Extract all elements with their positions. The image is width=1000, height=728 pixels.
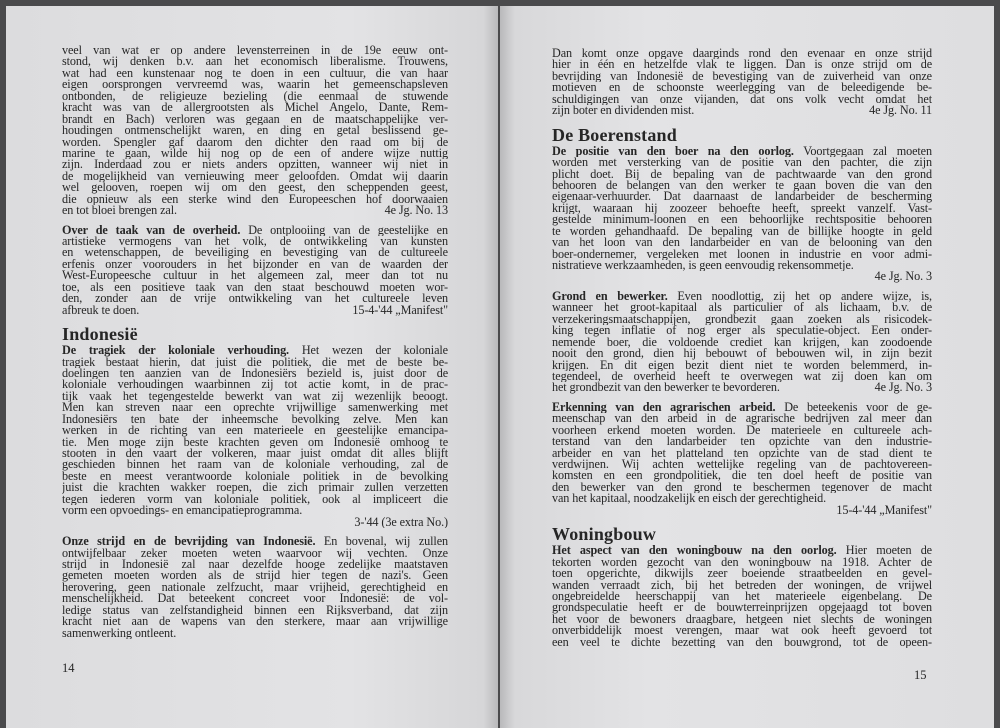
line-text: ontwijfelbaar zeker moeten weten waarvoor wij vechten. Onze [62, 547, 448, 559]
line-text: De ontplooiing van de geestelijke en [240, 224, 448, 236]
text-line [552, 591, 932, 602]
line-text: van het kapitaal, noodzakelijk en eisch der gerechtigheid. [552, 493, 827, 505]
line-text: De beteekenis voor de ge- [775, 401, 932, 414]
text-line [552, 637, 932, 648]
line-text: meenschap van den arbeid in de agrarische bedrijven zal meer dan [552, 413, 932, 425]
text-line [552, 448, 932, 459]
text-line [62, 79, 448, 90]
text-line [62, 414, 448, 425]
line-text: werken in de richting van een materieele en geestelijke emancipa- [62, 425, 448, 437]
left-page [6, 6, 498, 728]
paragraph [552, 48, 932, 117]
text-line [62, 482, 448, 493]
text-line [62, 357, 448, 368]
paragraph-lead: Grond en bewerker. [552, 290, 668, 303]
source-citation: 4e Jg. No. 13 [384, 205, 448, 217]
paragraph [552, 402, 932, 516]
source-citation: 15-4-'44 „Manifest" [836, 504, 932, 517]
text-line [62, 247, 448, 258]
text-line [552, 237, 932, 248]
line-text: worden met versterking van de positie van den pachter, die zijn [552, 157, 932, 169]
line-text: eigen oorsprongen vervreemd was, waarin het gemeenschapsleven [62, 79, 448, 91]
text-line [62, 494, 448, 505]
line-text: bevrijding van Indonesië de bevestiging van de zuiverheid van onze [552, 70, 932, 83]
line-text: koloniale verhoudingen waarbinnen zij tot actie komt, in de prac- [62, 379, 448, 391]
page-number-left: 14 [62, 661, 75, 675]
line-text: brandt en Bach) verloren was gegaan en de maatschappelijke ver- [62, 113, 448, 126]
text-line [552, 48, 932, 59]
line-text: zijn. Inderdaad zou er niets anders opzitten, wanneer wij niet in [62, 159, 448, 171]
text-line [62, 448, 448, 459]
text-line [552, 203, 932, 214]
section-heading: Indonesië [62, 324, 138, 345]
text-line [552, 459, 932, 470]
line-text: stooten in den vaart der volkeren, maar juist omdat dit alles blijft [62, 448, 448, 460]
paragraph [552, 545, 932, 648]
line-text: En bovenal, wij zullen [315, 536, 448, 548]
text-line [62, 182, 448, 193]
line-text: tekorten worden gezocht van den woningbouw na 1918. Achter de [552, 556, 932, 569]
line-text: behooren de belangen van den werker te gaan boven die van den [552, 179, 932, 192]
text-line [62, 425, 448, 436]
line-text: nemende boer, die voldoende crediet kan krijgen, kan zoodoende [552, 336, 932, 349]
line-text: schuldigingen van onze vijanden, dat ons volk vecht omdat het [552, 93, 932, 106]
paragraph [62, 225, 448, 317]
text-line [62, 270, 448, 281]
text-line [62, 137, 448, 148]
line-text: zijn boter en dividenden mist. [552, 105, 695, 117]
text-line [552, 602, 932, 613]
paragraph [62, 536, 448, 639]
text-line [552, 105, 932, 116]
paragraph [552, 291, 932, 394]
text-line [62, 616, 448, 627]
line-text: kracht niet aan de wapens van den sterkere, maar aan vrijwillige [62, 616, 448, 628]
text-line [552, 214, 932, 225]
text-line [62, 368, 448, 379]
line-text: ongebreidelde heerschappij van het materieele eigenbelang. De [552, 590, 932, 603]
page-number-right: 15 [914, 668, 927, 682]
text-line [62, 391, 448, 402]
right-page [500, 6, 994, 728]
line-text: nistratieve werkzaamheden, is geen eenvoudig rekensommetje. [552, 260, 854, 272]
text-line [62, 305, 448, 316]
source-citation: 4e Jg. No. 3 [874, 382, 932, 394]
line-text: houdingen ontmenschelijkt waren, en ding en getal beslissend ge- [62, 125, 448, 137]
line-text: die opnieuw als een sterke wind den Europeeschen hof doorwaaien [62, 193, 448, 206]
line-text: wel gelooven, roepen wij om den geest, den scheppenden geest, [62, 182, 448, 194]
text-line [552, 71, 932, 82]
line-text: komsten en een grondpolitiek, die ten doel heeft de positie van [552, 470, 932, 482]
text-line [552, 260, 932, 271]
text-line [62, 628, 448, 639]
text-line [552, 169, 932, 180]
line-text: beste en meest verantwoorde koloniale politiek in de bevolking [62, 470, 448, 483]
line-text: erfenis onzer voorouders in het bijzonder en van de waarden der [62, 258, 448, 271]
line-text: te worden gehandhaafd. De bepaling van de billijke hoogte in geld [552, 225, 932, 238]
line-text: artistieke vermogens van het volk, de ontwikkeling van kunsten [62, 236, 448, 248]
text-line [62, 102, 448, 113]
text-line [62, 402, 448, 413]
text-line [62, 91, 448, 102]
line-text: toen opgerichte, dikwijls zeer boeiende straatbeelden en gevel- [552, 568, 932, 580]
text-line [62, 148, 448, 159]
line-text: samenwerking ontleent. [62, 627, 177, 639]
line-text: geschieden binnen het raam van de koloniale verhouding, zal de [62, 459, 448, 471]
text-line [62, 236, 448, 247]
text-line [62, 194, 448, 205]
line-text: herovering, geen nationale zelfzucht, maar vrijheid, gerechtigheid en [62, 581, 448, 594]
text-line [552, 226, 932, 237]
line-text: Hier moeten de [836, 545, 932, 557]
line-text: afbreuk te doen. [62, 304, 140, 317]
text-line [552, 568, 932, 579]
text-line [62, 56, 448, 67]
text-line [62, 171, 448, 182]
paragraph-lead: Over de taak van de overheid. [62, 224, 241, 236]
text-line [552, 314, 932, 325]
line-text: kracht was van de allergrootsten als Michel Angelo, Dante, Rem- [62, 102, 448, 114]
line-text: menschelijkheid. Dat beteekent concreet voor Indonesië: de vol- [62, 593, 448, 605]
paragraph [62, 45, 448, 217]
text-line [62, 259, 448, 270]
line-text: wat had een kunstenaar nog te doen in een cultuur, die van haar [62, 67, 448, 80]
text-line [552, 470, 932, 481]
line-text: den bewerker van den grond te beschermen tegenover de macht [552, 481, 932, 494]
text-line [552, 82, 932, 93]
text-line [62, 205, 448, 216]
line-text: tegen iederen vorm van koloniale politiek, ook al impliceert die [62, 493, 448, 506]
line-text: en wetenschappen, de beveiliging en bevestiging van de cultureele [62, 247, 448, 259]
line-text: toe, als een positieve taak van den staat beschouwd moeten wor- [62, 281, 448, 294]
line-text: krijgt, waaraan hij zoozeer behoefte heeft, spreekt vanzelf. Vast- [552, 202, 932, 215]
line-text: vorm een opvoedings- en emancipatieprogramma. [62, 505, 303, 517]
paragraph-lead: Erkenning van den agrarischen arbeid. [552, 401, 776, 414]
text-line [62, 282, 448, 293]
text-line [62, 114, 448, 125]
line-text: een veel te dichte bezetting van den bouwgrond, tot de opeen- [552, 636, 932, 649]
text-line [552, 180, 932, 191]
source-citation: 3-'44 (3e extra No.) [354, 516, 448, 529]
paragraph-lead: Het aspect van den woningbouw na den oorlog. [552, 545, 837, 557]
line-text: motieven en de schoonste weerlegging van de beleedigende be- [552, 82, 932, 94]
line-text: verzekeringsmaatschappijen, grondbezit gaan zoeken als risicodek- [552, 313, 932, 326]
line-text: Het wezen der koloniale [289, 345, 448, 357]
line-text: voorheen erkend moeten worden. De materieele en cultureele ach- [552, 424, 932, 437]
line-text: van het loon van den landarbeider en van de belooning van den [552, 237, 932, 249]
paragraph [62, 345, 448, 528]
text-line [62, 125, 448, 136]
paragraph-lead: Onze strijd en de bevrijding van Indonesië. [62, 536, 316, 548]
line-text: gestelde minimum-loonen en een behoorlijke rechtspositie behooren [552, 214, 932, 226]
text-line [62, 559, 448, 570]
line-text: wanden verraadt zich, bij het betreden der woningen, de vrijwel [552, 579, 932, 591]
text-line [552, 614, 932, 625]
line-text: Even noodlottig, zij het op andere wijze, is, [667, 290, 932, 303]
left-page-text [62, 45, 448, 647]
line-text: tegendeel, de overheid heeft te overwegen wat zij doen kan om [552, 370, 932, 383]
line-text: doelingen ten aanzien van de Indonesiërs bezield is, juist door de [62, 367, 448, 380]
text-line [552, 302, 932, 313]
line-text: worden. Spengler gaf daarom den dichter den raad om bij de [62, 136, 448, 148]
line-text: Voortgegaan zal moeten [793, 145, 932, 158]
text-line [62, 471, 448, 482]
text-line [552, 545, 932, 556]
text-line [62, 536, 448, 547]
text-line [62, 505, 448, 516]
text-line [552, 291, 932, 302]
line-text: Men kan streven naar een oprechte vrijwillige samenwerking met [62, 402, 448, 414]
line-text: het voor de bewoners draagbare, hetgeen niet slechts de woningen [552, 613, 932, 626]
text-line [552, 402, 932, 413]
text-line [62, 379, 448, 390]
text-line [552, 348, 932, 359]
text-line [552, 493, 932, 504]
text-line [62, 548, 448, 559]
text-line [552, 59, 932, 70]
line-text: strijd in Indonesië zal naar dezelfde hooge zedelijke maatstaven [62, 558, 448, 571]
line-text: onverbiddelijk moest verengen, maar wat ook heeft gevoerd tot [552, 625, 932, 637]
text-line [552, 413, 932, 424]
line-text: terstand van den landarbeider ten opzichte van den industrie- [552, 436, 932, 448]
text-line [552, 382, 932, 393]
text-line [552, 157, 932, 168]
text-line [62, 293, 448, 304]
line-text: Dan komt onze opgave daarginds rond den evenaar en onze strijd [552, 48, 932, 60]
line-text: West-Europeesche cultuur in het algemeen zal, meer dan tot nu [62, 270, 448, 282]
text-line [552, 580, 932, 591]
line-text: arbeider en van het platteland ten opzichte van de stad dient te [552, 447, 932, 459]
text-line [552, 371, 932, 382]
line-text: Indonesiërs ten bate der inheemsche bevolking zelve. Men kan [62, 413, 448, 426]
section-heading: Woningbouw [552, 524, 657, 545]
source-citation: 15-4-'44 „Manifest" [352, 304, 448, 317]
text-line [552, 191, 932, 202]
line-text: krijgen. En dit eigen bezit dient niet te worden belemmerd, in- [552, 359, 932, 371]
text-line [62, 159, 448, 170]
line-text: tie. Men moge zijn beste krachten geven om Indonesië omhoog te [62, 436, 448, 448]
text-line [552, 325, 932, 336]
text-line [62, 225, 448, 236]
text-line [62, 570, 448, 581]
line-text: veel van wat er op andere levensterreinen in de 19e eeuw ont- [62, 45, 448, 57]
line-text: de mogelijkheid van vernieuwing meer geloofden. Omdat wij daarin [62, 170, 448, 183]
line-text: stond, wij denken b.v. aan het economisch liberalisme. Trouwens, [62, 56, 448, 68]
line-text: ontbonden, de religieuze bezieling (die eenmaal de stuwende [62, 90, 448, 103]
line-text: hier in één en hetzelfde vlak te liggen. Dan is onze strijd om de [552, 59, 932, 71]
line-text: het grondbezit van den bewerker te bevorderen. [552, 382, 780, 394]
text-line [62, 593, 448, 604]
text-line [552, 482, 932, 493]
line-text: tijk vaak het tegengestelde bewerkt van wat zij wezenlijk beoogt. [62, 390, 448, 403]
paragraph [552, 146, 932, 283]
text-line [552, 360, 932, 371]
line-text: nooit den grond, dien hij bebouwt of bebouwen wil, in zijn bezit [552, 348, 932, 360]
text-line [552, 425, 932, 436]
line-text: tragiek bestaat hierin, dat juist die politiek, die met de beste be- [62, 356, 448, 368]
text-line [552, 436, 932, 447]
text-line [62, 459, 448, 470]
text-line [552, 625, 932, 636]
line-text: grondspeculatie heeft er de bouwterreinprijzen opgejaagd tot boven [552, 602, 932, 614]
text-line [552, 557, 932, 568]
text-line [552, 337, 932, 348]
section-heading: De Boerenstand [552, 124, 677, 145]
line-text: boer-ondernemer, vergeleken met loonen in industrie en voor admi- [552, 248, 932, 260]
right-page-text [552, 48, 932, 656]
line-text: den, zonder aan de vrije ontwikkeling van het cultureele leven [62, 293, 448, 305]
text-line [62, 345, 448, 356]
paragraph-lead: De tragiek der koloniale verhouding. [62, 345, 290, 357]
text-line [552, 94, 932, 105]
paragraph-lead: De positie van den boer na den oorlog. [552, 145, 794, 158]
text-line [62, 582, 448, 593]
source-citation: 4e Jg. No. 11 [869, 105, 932, 117]
source-citation: 4e Jg. No. 3 [874, 271, 932, 283]
line-text: en tot bloei brengen zal. [62, 205, 177, 217]
text-line [62, 437, 448, 448]
line-text: wanneer het groot-kapitaal als particulier of als lichaam, b.v. de [552, 302, 932, 314]
line-text: king tegen inflatie of nog erger als speculatie-object. Een onder- [552, 325, 932, 337]
text-line [552, 249, 932, 260]
text-line [62, 68, 448, 79]
line-text: plicht doet. Bij de bepaling van de pachtwaarde van den grond [552, 168, 932, 180]
line-text: eigenaar-verhuurder. Dat daarnaast de landarbeider de bescherming [552, 191, 932, 203]
line-text: gemeten moeten worden als de strijd hier tegen de nazi's. Geen [62, 570, 448, 582]
text-line [62, 605, 448, 616]
line-text: ledige status van zelfstandigheid binnen een Rijksverband, dat zijn [62, 604, 448, 617]
text-line [62, 45, 448, 56]
text-line [552, 146, 932, 157]
line-text: juist die krachten wakker roepen, die zich primair zullen verzetten [62, 482, 448, 494]
line-text: verdwijnen. Wij achten wettelijke regeling van de pachtovereen- [552, 459, 932, 471]
line-text: marine te gaan, wilde hij nog op de een of andere wijze nuttig [62, 147, 448, 160]
